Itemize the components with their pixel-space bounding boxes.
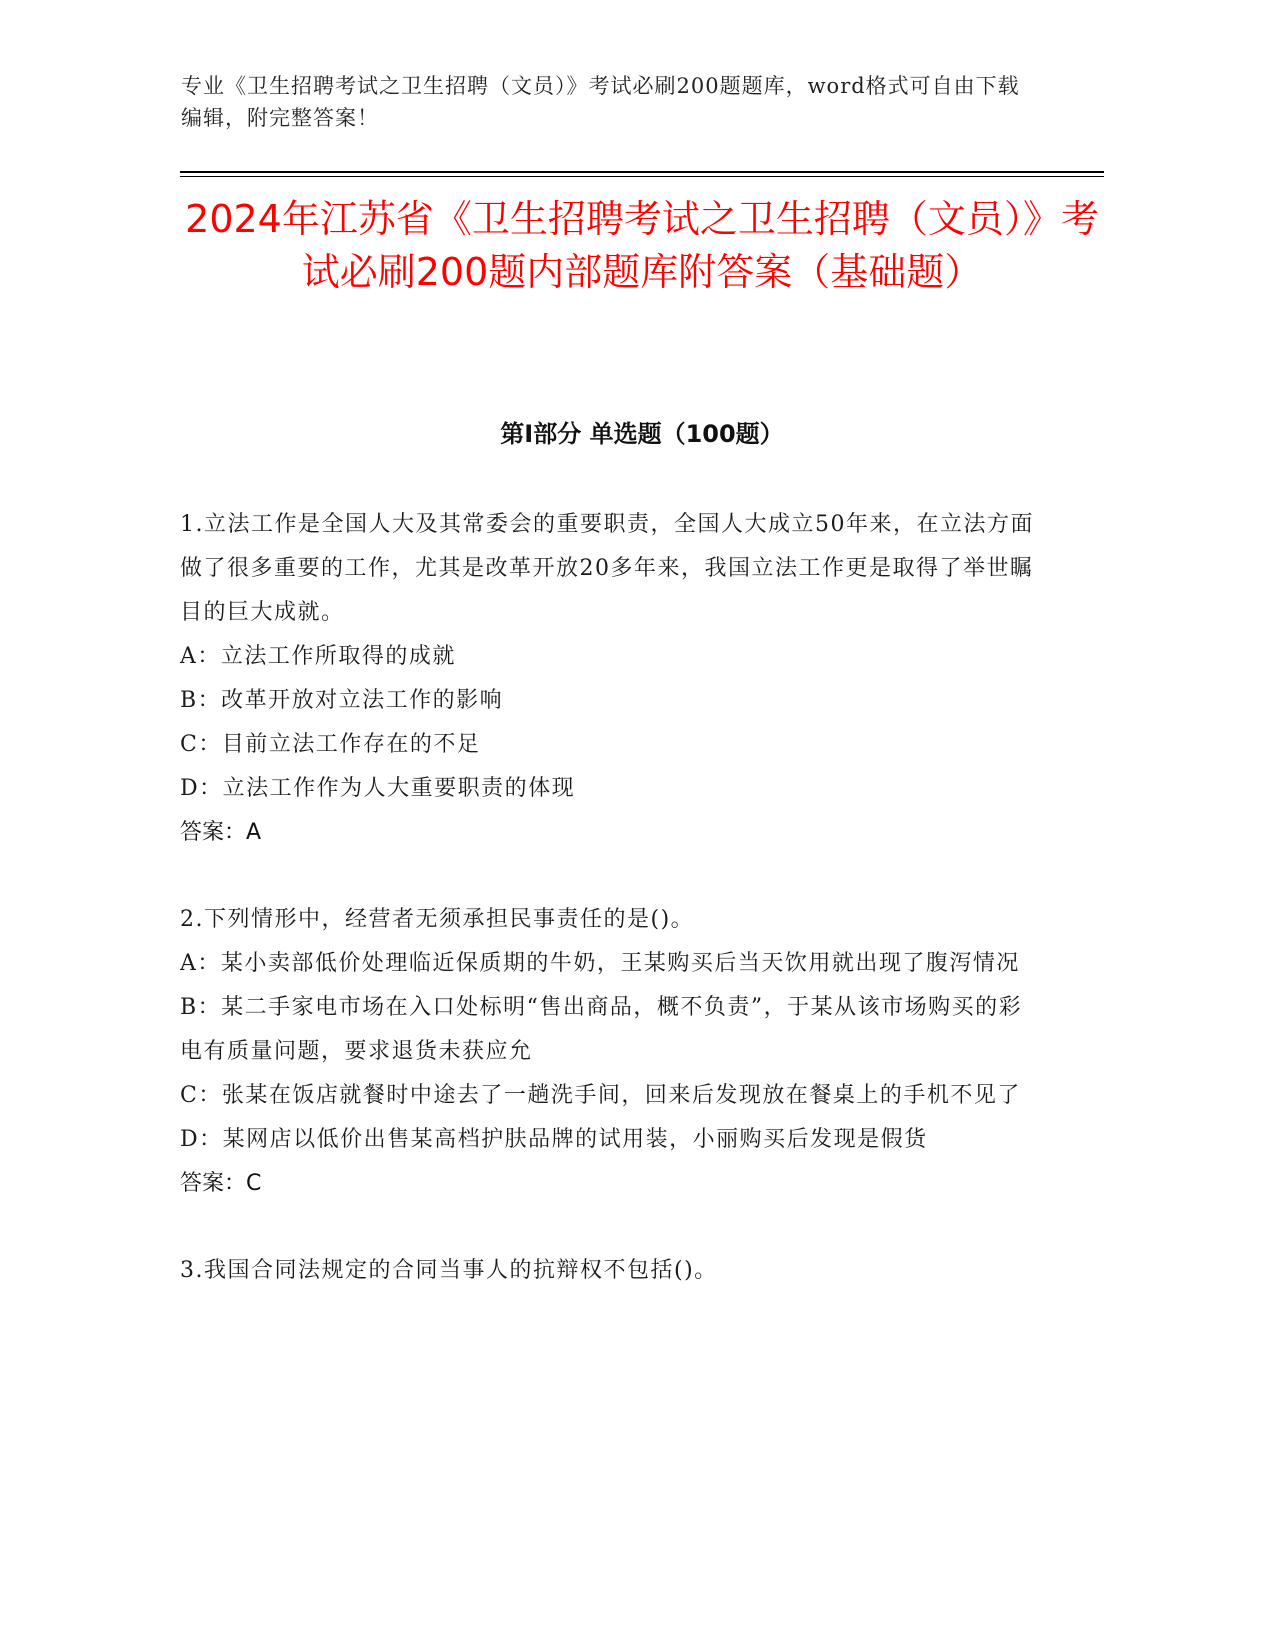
option-b: B：改革开放对立法工作的影响 bbox=[180, 688, 504, 713]
option-a: A：立法工作所取得的成就 bbox=[180, 644, 456, 669]
question-list bbox=[180, 503, 1040, 1293]
document-title: 2024年江苏省《卫生招聘考试之卫生招聘（文员）》考试必刷200题内部题库附答案（基础题） bbox=[185, 197, 1099, 294]
question-spacer bbox=[180, 855, 1040, 898]
question-1 bbox=[180, 503, 1040, 855]
answer-line: 答案：C bbox=[180, 1171, 262, 1196]
question-stem: 3.我国合同法规定的合同当事人的抗辩权不包括()。 bbox=[180, 1258, 718, 1283]
option-a: A：某小卖部低价处理临近保质期的牛奶，王某购买后当天饮用就出现了腹泻情况 bbox=[180, 951, 1020, 976]
question-stem: 1.立法工作是全国人大及其常委会的重要职责，全国人大成立50年来，在立法方面做了很多重要的工作，尤其是改革开放20多年来，我国立法工作更是取得了举世瞩目的巨大成就。 bbox=[180, 512, 1034, 625]
question-spacer bbox=[180, 1206, 1040, 1249]
header-divider-thick bbox=[180, 171, 1104, 173]
header-divider-thin bbox=[180, 176, 1104, 177]
option-d: D：某网店以低价出售某高档护肤品牌的试用装，小丽购买后发现是假货 bbox=[180, 1127, 928, 1152]
option-c: C：目前立法工作存在的不足 bbox=[180, 732, 481, 757]
question-2 bbox=[180, 898, 1040, 1206]
question-stem: 2.下列情形中，经营者无须承担民事责任的是()。 bbox=[180, 907, 695, 932]
answer-line: 答案：A bbox=[180, 820, 262, 845]
section-heading: 第I部分 单选题（100题） bbox=[500, 420, 784, 448]
question-3 bbox=[180, 1249, 1040, 1293]
option-c: C：张某在饭店就餐时中途去了一趟洗手间，回来后发现放在餐桌上的手机不见了 bbox=[180, 1083, 1021, 1108]
option-b: B：某二手家电市场在入口处标明“售出商品，概不负责”，于某从该市场购买的彩电有质量问题，要求退货未获应允 bbox=[180, 995, 1023, 1064]
option-d: D：立法工作作为人大重要职责的体现 bbox=[180, 776, 576, 801]
header-note: 专业《卫生招聘考试之卫生招聘（文员）》考试必刷200题题库，word格式可自由下载编辑，附完整答案！ bbox=[181, 74, 1020, 130]
